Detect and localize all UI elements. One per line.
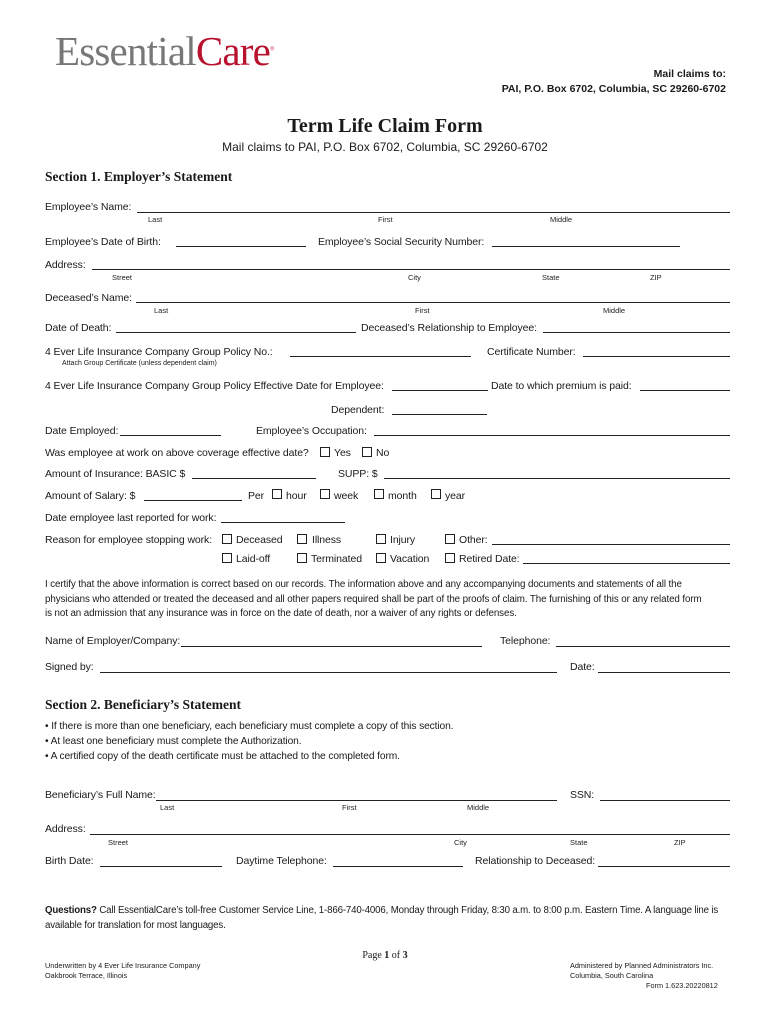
laidoff-label: Laid-off <box>236 553 271 565</box>
beneficiary-name-label: Beneficiary’s Full Name: <box>45 789 156 801</box>
occupation-label: Employee’s Occupation: <box>256 425 367 437</box>
caption-last-2: Last <box>154 306 169 315</box>
vacation-checkbox[interactable] <box>376 553 386 563</box>
yes-label: Yes <box>334 447 351 459</box>
logo-essential: Essential <box>55 28 196 74</box>
administrator-location: Columbia, South Carolina <box>570 971 654 980</box>
questions-line2: available for translation for most languages. <box>45 919 226 931</box>
ssn-field[interactable] <box>492 246 680 247</box>
attach-certificate-note: Attach Group Certificate (unless dependent claim) <box>62 360 217 367</box>
questions-block <box>45 904 718 933</box>
logo-trademark: ® <box>270 46 274 53</box>
employer-name-field[interactable] <box>181 646 482 647</box>
terminated-label: Terminated <box>311 553 362 565</box>
section2-heading: Section 2. Beneficiary’s Statement <box>45 697 241 712</box>
logo-care: Care <box>195 28 271 74</box>
page-of: of <box>389 950 403 961</box>
beneficiary-ssn-field[interactable] <box>600 800 730 801</box>
daytime-phone-field[interactable] <box>333 866 463 867</box>
administrator-line: Administered by Planned Administrators Inc. <box>570 961 714 970</box>
address-label: Address: <box>45 259 86 271</box>
relationship-field[interactable] <box>543 332 730 333</box>
illness-checkbox[interactable] <box>297 534 307 544</box>
week-label: week <box>334 490 359 502</box>
bullet-1: • If there is more than one beneficiary, each beneficiary must complete a copy of this section. <box>45 721 454 732</box>
date-employed-label: Date Employed: <box>45 425 119 437</box>
caption-middle-3: Middle <box>467 803 490 812</box>
amount-insurance-label: Amount of Insurance: BASIC $ <box>45 468 186 480</box>
retired-date-field[interactable] <box>523 563 730 564</box>
birth-date-label: Birth Date: <box>45 855 94 867</box>
dob-label: Employee’s Date of Birth: <box>45 236 161 248</box>
relationship-deceased-field[interactable] <box>598 866 730 867</box>
premium-date-field[interactable] <box>640 390 730 391</box>
questions-line1: Call EssentialCare’s toll-free Customer Service Line, 1-866-740-4006, Monday through Friday, 8:30 a.m. to 8:00 p.m. Eastern Time. A language line is <box>96 905 719 916</box>
section2-bullets <box>45 720 453 764</box>
page-number <box>0 950 770 961</box>
dependent-label: Dependent: <box>331 404 385 416</box>
caption-street-2: Street <box>108 838 129 847</box>
policy-no-field[interactable] <box>290 356 471 357</box>
certification-paragraph <box>45 578 702 622</box>
caption-zip: ZIP <box>650 273 662 282</box>
beneficiary-name-field[interactable] <box>156 800 557 801</box>
policy-no-label: 4 Ever Life Insurance Company Group Policy No.: <box>45 346 273 358</box>
other-reason-field[interactable] <box>492 544 730 545</box>
certify-line-1: I certify that the above information is correct based on our records. The information above and any accompanying documents and statements of all the <box>45 579 682 590</box>
date-of-death-field[interactable] <box>116 332 356 333</box>
beneficiary-ssn-label: SSN: <box>570 789 595 801</box>
dob-field[interactable] <box>176 246 306 247</box>
no-checkbox[interactable] <box>362 447 372 457</box>
employee-name-field[interactable] <box>137 212 730 213</box>
year-checkbox[interactable] <box>431 489 441 499</box>
terminated-checkbox[interactable] <box>297 553 307 563</box>
supp-label: SUPP: $ <box>338 468 378 480</box>
form-number: Form 1.623.20220812 <box>646 981 718 990</box>
caption-first: First <box>378 215 393 224</box>
underwriter-location: Oakbrook Terrace, Illinois <box>45 971 128 980</box>
year-label: year <box>445 490 466 502</box>
mail-header-line1: Mail claims to: <box>653 68 726 80</box>
no-label: No <box>376 447 390 459</box>
deceased-label: Deceased <box>236 534 283 546</box>
underwriter-line: Underwritten by 4 Ever Life Insurance Company <box>45 961 201 970</box>
vacation-label: Vacation <box>390 553 430 565</box>
date-employed-field[interactable] <box>120 435 221 436</box>
section1-heading: Section 1. Employer’s Statement <box>45 169 233 184</box>
month-checkbox[interactable] <box>374 489 384 499</box>
yes-checkbox[interactable] <box>320 447 330 457</box>
essentialcare-logo <box>55 27 274 75</box>
supp-amount-field[interactable] <box>384 478 730 479</box>
page-title: Term Life Claim Form <box>287 115 483 137</box>
certify-line-2: physicians who attended or treated the deceased and all other papers required shall be part of the proofs of claim. The furnishing of this or any related form <box>45 593 702 605</box>
caption-zip-2: ZIP <box>674 838 686 847</box>
footer-right <box>570 961 718 991</box>
bullet-2: • At least one beneficiary must complete the Authorization. <box>45 735 302 747</box>
caption-middle-2: Middle <box>603 306 626 315</box>
premium-date-label: Date to which premium is paid: <box>491 380 632 392</box>
date-field[interactable] <box>598 672 730 673</box>
caption-state-2: State <box>570 838 588 847</box>
injury-label: Injury <box>390 534 416 546</box>
retired-checkbox[interactable] <box>445 553 455 563</box>
retired-label: Retired Date: <box>459 553 520 565</box>
injury-checkbox[interactable] <box>376 534 386 544</box>
caption-middle: Middle <box>550 215 573 224</box>
hour-label: hour <box>286 490 307 502</box>
caption-first-2: First <box>415 306 430 315</box>
date-label: Date: <box>570 661 595 673</box>
certificate-no-field[interactable] <box>583 356 730 357</box>
signature-field[interactable] <box>100 672 557 673</box>
effective-date-label: 4 Ever Life Insurance Company Group Policy Effective Date for Employee: <box>45 380 384 392</box>
hour-checkbox[interactable] <box>272 489 282 499</box>
birth-date-field[interactable] <box>100 866 222 867</box>
ssn-label: Employee’s Social Security Number: <box>318 236 485 248</box>
amount-salary-label: Amount of Salary: $ <box>45 490 136 502</box>
illness-label: Illness <box>312 534 342 546</box>
mail-claims-header <box>502 67 726 97</box>
beneficiary-address-label: Address: <box>45 823 86 835</box>
effective-date-field[interactable] <box>392 390 488 391</box>
last-reported-label: Date employee last reported for work: <box>45 512 217 524</box>
signed-by-label: Signed by: <box>45 661 94 673</box>
questions-bold: Questions? <box>45 905 97 916</box>
telephone-label: Telephone: <box>500 635 551 647</box>
mail-header-line2: PAI, P.O. Box 6702, Columbia, SC 29260-6702 <box>501 83 726 95</box>
page-prefix: Page <box>362 950 385 961</box>
last-reported-field[interactable] <box>221 522 345 523</box>
daytime-phone-label: Daytime Telephone: <box>236 855 327 867</box>
salary-field[interactable] <box>144 500 242 501</box>
caption-city-2: City <box>454 838 467 847</box>
caption-state: State <box>542 273 560 282</box>
caption-first-3: First <box>342 803 357 812</box>
employer-name-label: Name of Employer/Company: <box>45 635 181 647</box>
at-work-question: Was employee at work on above coverage effective date? <box>45 447 309 459</box>
relationship-label: Deceased’s Relationship to Employee: <box>361 322 537 334</box>
caption-city: City <box>408 273 421 282</box>
caption-last: Last <box>148 215 163 224</box>
page-subtitle: Mail claims to PAI, P.O. Box 6702, Columbia, SC 29260-6702 <box>222 140 548 154</box>
page-current: 1 <box>384 950 390 961</box>
per-label: Per <box>248 490 265 502</box>
caption-last-3: Last <box>160 803 175 812</box>
employee-name-label: Employee’s Name: <box>45 201 132 213</box>
dependent-field[interactable] <box>392 414 487 415</box>
other-label: Other: <box>459 534 488 546</box>
deceased-name-field[interactable] <box>136 302 730 303</box>
week-checkbox[interactable] <box>320 489 330 499</box>
date-of-death-label: Date of Death: <box>45 322 112 334</box>
address-field[interactable] <box>92 269 730 270</box>
reason-label: Reason for employee stopping work: <box>45 534 213 546</box>
bullet-3: • A certified copy of the death certificate must be attached to the completed form. <box>45 750 400 762</box>
month-label: month <box>388 490 417 502</box>
other-checkbox[interactable] <box>445 534 455 544</box>
beneficiary-address-field[interactable] <box>90 834 730 835</box>
telephone-field[interactable] <box>556 646 730 647</box>
deceased-name-label: Deceased’s Name: <box>45 292 132 304</box>
laidoff-checkbox[interactable] <box>222 553 232 563</box>
relationship-deceased-label: Relationship to Deceased: <box>475 855 596 867</box>
occupation-field[interactable] <box>374 435 730 436</box>
certificate-no-label: Certificate Number: <box>487 346 576 358</box>
deceased-checkbox[interactable] <box>222 534 232 544</box>
certify-line-3: is not an admission that any insurance was in force on the date of death, nor a waiver of any rights or defenses. <box>45 608 517 619</box>
caption-street: Street <box>112 273 133 282</box>
basic-amount-field[interactable] <box>192 478 316 479</box>
footer-left <box>45 961 200 981</box>
page-total: 3 <box>402 950 408 961</box>
